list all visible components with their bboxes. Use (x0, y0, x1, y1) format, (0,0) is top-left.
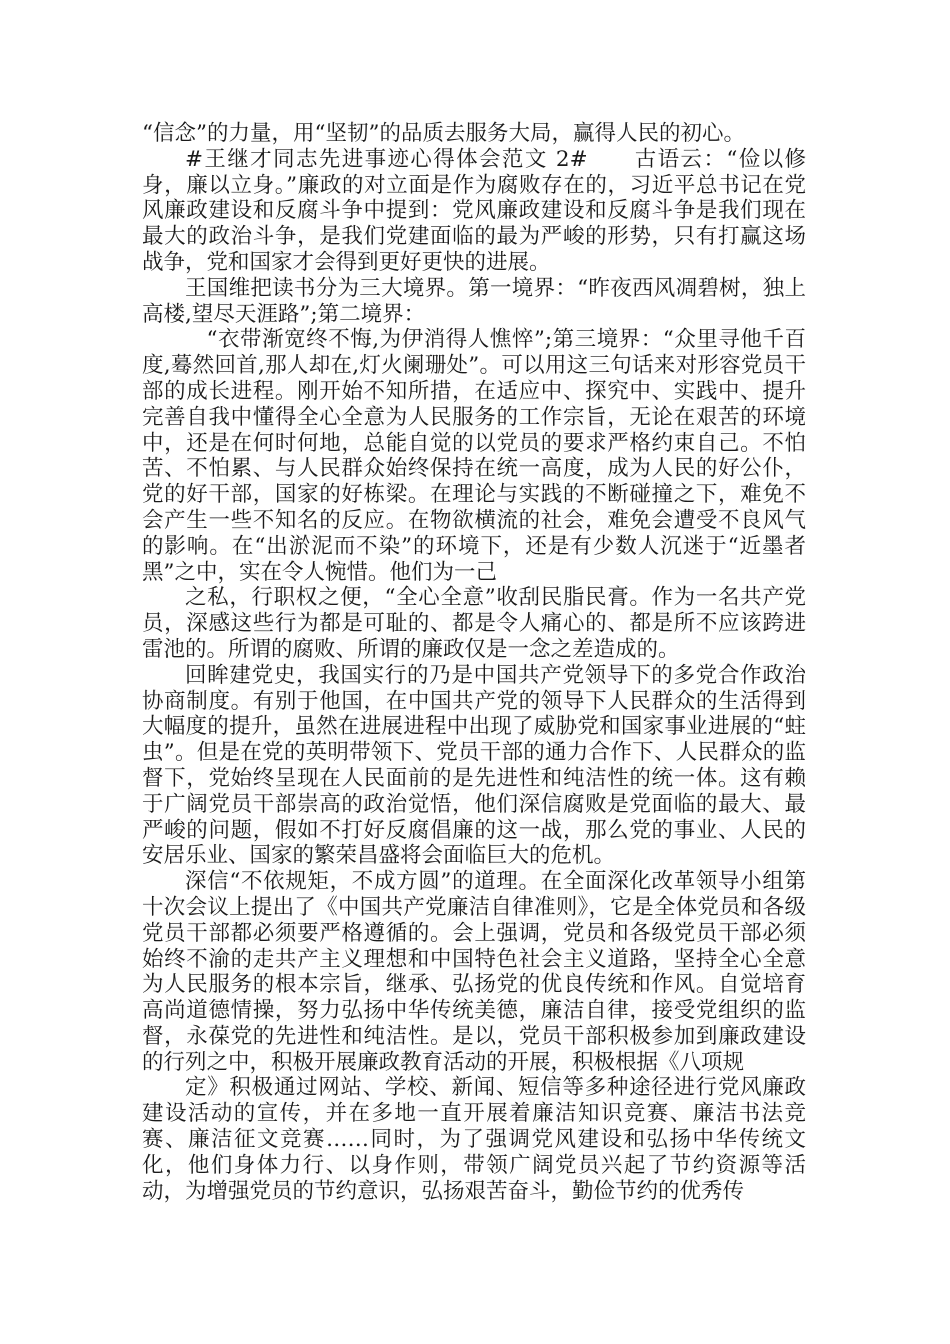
paragraph-rules: 深信“不依规矩，不成方圆”的道理。在全面深化改革领导小组第十次会议上提出了《中国共产党廉洁自律准则》，它是全体党员和各级党员干部都必须要严格遵循的。会上强调，党员和各级党员干部必须始终不渝的走共产主义理想和中国特色社会主义道路，坚持全心全意为人民服务的根本宗旨，继承、弘扬党的优良传统和作风。自觉培育高尚道德情操，努力弘扬中华传统美德，廉洁自律，接受党组织的监督，永葆党的先进性和纯洁性。是以，党员干部积极参加到廉政建设的行列之中，积极开展廉政教育活动的开展，积极根据《八项规 (142, 869, 806, 1075)
paragraph-three-realms: 王国维把读书分为三大境界。第一境界：“昨夜西风凋碧树，独上高楼,望尽天涯路”;第二境界： (142, 275, 806, 327)
paragraph-party-history: 回眸建党史，我国实行的乃是中国共产党领导下的多党合作政治协商制度。有别于他国，在中国共产党的领导下人民群众的生活得到大幅度的提升，虽然在进展进程中出现了威胁党和国家事业进展的“蛀虫”。但是在党的英明带领下、党员干部的通力合作下、人民群众的监督下，党始终呈现在人民面前的是先进性和纯洁性的统一体。这有赖于广阔党员干部崇高的政治觉悟，他们深信腐败是党面临的最大、最严峻的问题，假如不打好反腐倡廉的这一战，那么党的事业、人民的安居乐业、国家的繁荣昌盛将会面临巨大的危机。 (142, 662, 806, 869)
paragraph-continuation: “信念”的力量，用“坚韧”的品质去服务大局，赢得人民的初心。 (142, 121, 745, 146)
paragraph-heading-intro: #王继才同志先进事迹心得体会范文 2# 古语云：“俭以修身，廉以立身。”廉政的对立面是作为腐败存在的，习近平总书记在党风廉政建设和反腐斗争中提到：党风廉政建设和反腐斗争是我们现在最大的政治斗争，是我们党建面临的最为严峻的形势，只有打赢这场战争，党和国家才会得到更好更快的进展。 (142, 146, 806, 275)
paragraph-growth: “衣带渐宽终不悔,为伊消得人憔悴”;第三境界：“众里寻他千百度,蓦然回首,那人却在,灯火阑珊处”。可以用这三句话来对形容党员干部的成长进程。刚开始不知所措，在适应中、探究中、实践中、提升完善自我中懂得全心全意为人民服务的工作宗旨，无论在艰苦的环境中，还是在何时何地，总能自觉的以党员的要求严格约束自己。不怕苦、不怕累、与人民群众始终保持在统一高度，成为人民的好公仆，党的好干部，国家的好栋梁。在理论与实践的不断碰撞之下，难免不会产生一些不知名的反应。在物欲横流的社会，难免会遭受不良风气的影响。在“出淤泥而不染”的环境下，还是有少数人沉迷于“近墨者黑”之中，实在令人惋惜。他们为一己 (142, 327, 806, 585)
document-body (142, 121, 806, 1204)
paragraph-activities: 定》积极通过网站、学校、新闻、短信等多种途径进行党风廉政建设活动的宣传，并在多地一直开展着廉洁知识竞赛、廉洁书法竞赛、廉洁征文竞赛……同时，为了强调党风建设和弘扬中华传统文化，他们身体力行、以身作则，带领广阔党员兴起了节约资源等活动，为增强党员的节约意识，弘扬艰苦奋斗，勤俭节约的优秀传 (142, 1075, 806, 1204)
paragraph-corruption: 之私，行职权之便，“全心全意”收刮民脂民膏。作为一名共产党员，深感这些行为都是可耻的、都是令人痛心的、都是所不应该跨进雷池的。所谓的腐败、所谓的廉政仅是一念之差造成的。 (142, 585, 806, 662)
